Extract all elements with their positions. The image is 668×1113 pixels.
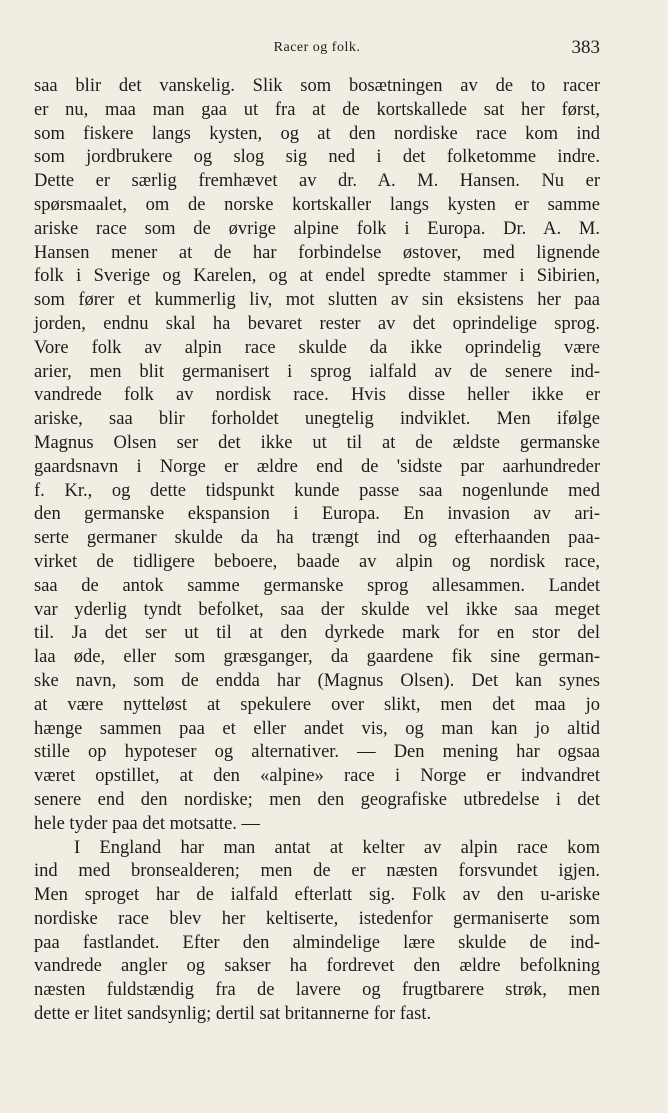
text-line: serte germaner skulde da ha trængt ind og efterhaanden paa- xyxy=(34,528,600,549)
text-line: ind med bronsealderen; men de er næsten forsvundet igjen. xyxy=(34,861,600,882)
text-line: Hansen mener at de har forbindelse østover, med lignende xyxy=(34,242,600,263)
text-line: Dette er særlig fremhævet av dr. A. M. Hansen. Nu er xyxy=(34,171,600,192)
text-line: hænge sammen paa et eller andet vis, og man kan jo altid xyxy=(34,718,600,739)
text-line: gaardsnavn i Norge er ældre end de 'sidste par aarhundreder xyxy=(34,456,600,477)
text-line: Vore folk av alpin race skulde da ikke oprindelig være xyxy=(34,337,600,358)
text-line: hele tyder paa det motsatte. — xyxy=(34,813,261,834)
text-line: næsten fuldstændig fra de lavere og frugtbarere strøk, men xyxy=(34,980,600,1001)
text-line: var yderlig tyndt befolket, saa der skulde vel ikke saa meget xyxy=(34,599,600,620)
text-line: stille op hypoteser og alternativer. — Den mening har ogsaa xyxy=(34,742,600,763)
text-line: Men sproget har de ialfald efterlatt sig. Folk av den u-ariske xyxy=(34,885,600,906)
text-line: Magnus Olsen ser det ikke ut til at de ældste germanske xyxy=(34,432,600,453)
text-line: ariske race som de øvrige alpine folk i Europa. Dr. A. M. xyxy=(34,218,600,239)
text-line: f. Kr., og dette tidspunkt kunde passe saa nogenlunde med xyxy=(34,480,600,501)
text-line: saa blir det vanskelig. Slik som bosætningen av de to racer xyxy=(34,76,600,96)
text-line: som jordbrukere og slog sig ned i det folketomme indre. xyxy=(34,147,600,168)
text-line: er nu, maa man gaa ut fra at de kortskallede sat her først, xyxy=(34,99,600,120)
text-line: som fiskere langs kysten, og at den nordiske race kom ind xyxy=(34,123,600,144)
text-line: ske navn, som de endda har (Magnus Olsen). Det kan synes xyxy=(34,670,600,691)
text-line: folk i Sverige og Karelen, og at endel spredte stammer i Sibirien, xyxy=(34,266,600,287)
text-line: saa de antok samme germanske sprog allesammen. Landet xyxy=(34,575,600,596)
text-line: som fører et kummerlig liv, mot slutten av sin eksistens her paa xyxy=(34,290,600,311)
page-number: 383 xyxy=(571,37,600,58)
text-line: paa fastlandet. Efter den almindelige lære skulde de ind- xyxy=(34,932,600,953)
text-line: været opstillet, at den «alpine» race i Norge er indvandret xyxy=(34,766,600,787)
text-line: virket de tidligere beboere, baade av alpin og nordisk race, xyxy=(34,551,600,572)
text-line: spørsmaalet, om de norske kortskaller langs kysten er samme xyxy=(34,194,600,215)
text-line: jorden, endnu skal ha bevaret rester av det oprindelige sprog. xyxy=(34,313,600,334)
page-header xyxy=(34,37,600,61)
text-line: at være nytteløst at spekulere over slikt, men det maa jo xyxy=(34,694,600,715)
text-line: vandrede angler og sakser ha fordrevet den ældre befolkning xyxy=(34,956,600,977)
text-line: vandrede folk av nordisk race. Hvis disse heller ikke er xyxy=(34,385,600,406)
text-line: senere end den nordiske; men den geografiske utbredelse i det xyxy=(34,789,600,810)
text-line: ariske, saa blir forholdet unegtelig indviklet. Men ifølge xyxy=(34,409,600,430)
text-line: nordiske race blev her keltiserte, istedenfor germaniserte som xyxy=(34,908,600,929)
body-text xyxy=(34,75,600,1027)
text-line: laa øde, eller som græsganger, da gaardene fik sine german- xyxy=(34,647,600,668)
text-line: I England har man antat at kelter av alpin race kom xyxy=(74,837,600,858)
text-line: arier, men blit germanisert i sprog ialfald av de senere ind- xyxy=(34,361,600,382)
text-line: dette er litet sandsynlig; dertil sat britannerne for fast. xyxy=(34,1004,432,1025)
running-title: Racer og folk. xyxy=(273,40,361,55)
text-line: til. Ja det ser ut til at den dyrkede mark for en stor del xyxy=(34,623,600,644)
text-line: den germanske ekspansion i Europa. En invasion av ari- xyxy=(34,504,600,525)
